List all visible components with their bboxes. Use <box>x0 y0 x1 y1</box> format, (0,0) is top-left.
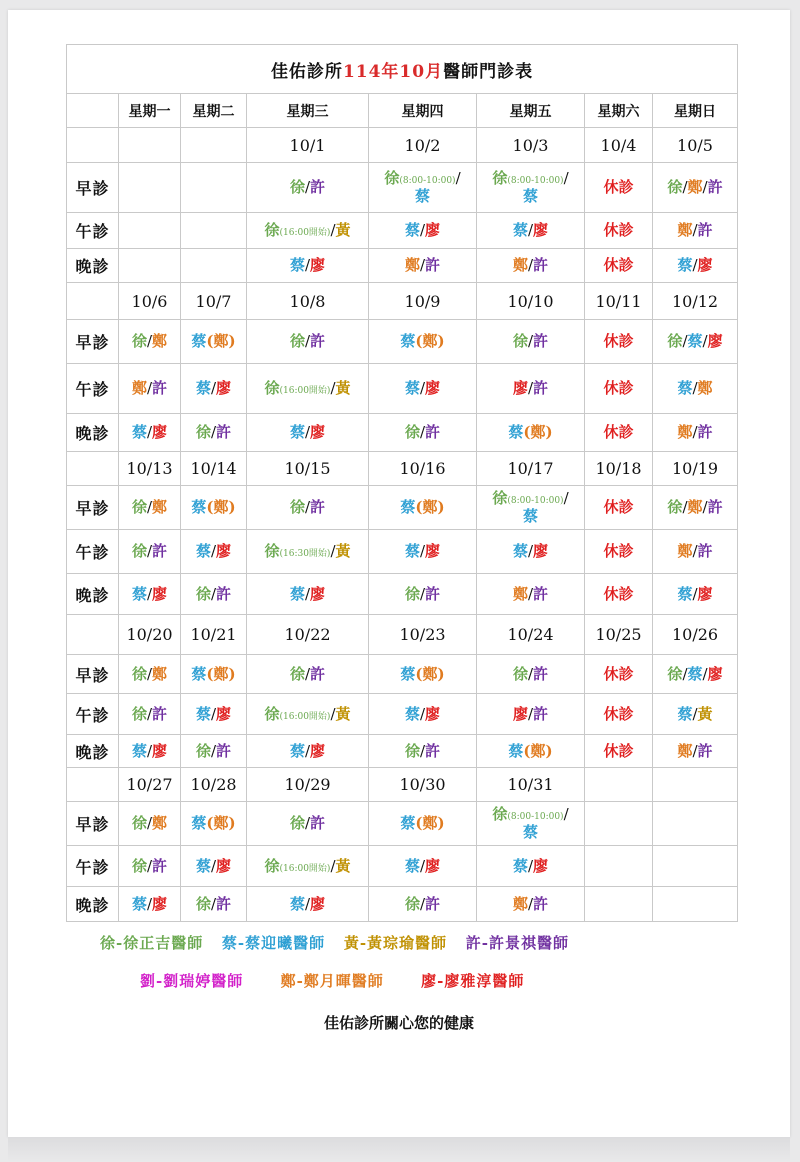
schedule-cell <box>369 213 477 249</box>
cell-content: 蔡/廖 <box>289 894 326 913</box>
slot-row <box>67 249 738 283</box>
schedule-cell <box>585 213 653 249</box>
cell-content: 鄭/許 <box>677 741 713 760</box>
cell-content: 徐(16:00開始)/黃 <box>264 379 351 398</box>
slot-row <box>67 530 738 574</box>
schedule-cell <box>181 574 247 615</box>
footer-message: 佳佑診所關心您的健康 <box>323 1014 474 1032</box>
schedule-cell <box>369 887 477 922</box>
legend-zheng: 鄭-鄭月暉醫師 <box>280 972 384 990</box>
cell-content: 徐(16:00開始)/黃 <box>264 856 351 875</box>
title-prefix: 佳佑診所 <box>270 61 343 82</box>
date-cell: 10/30 <box>369 768 477 802</box>
schedule-cell <box>181 530 247 574</box>
schedule-cell <box>247 694 369 735</box>
cell-content: 徐/許 <box>404 423 441 442</box>
slot-label: 晚診 <box>67 887 119 922</box>
date-cell: 10/3 <box>477 128 585 163</box>
schedule-cell <box>181 320 247 364</box>
schedule-title <box>67 45 738 94</box>
schedule-cell <box>653 213 738 249</box>
slot-label: 午診 <box>67 694 119 735</box>
cell-content: 廖/許 <box>512 704 549 723</box>
slot-row <box>67 735 738 768</box>
schedule-cell <box>369 530 477 574</box>
cell-content: 蔡/廖 <box>677 256 713 275</box>
cell-content: 徐/鄭/許 <box>667 178 723 197</box>
schedule-cell <box>119 655 181 694</box>
cell-content: 徐(8:00-10:00)/ 蔡 <box>384 169 461 205</box>
schedule-cell <box>181 694 247 735</box>
schedule-cell <box>477 213 585 249</box>
cell-content: 蔡/廖 <box>195 704 232 723</box>
cell-content: 蔡(鄭) <box>191 664 236 683</box>
schedule-cell <box>653 694 738 735</box>
date-cell: 10/6 <box>119 283 181 320</box>
schedule-cell <box>119 846 181 887</box>
schedule-cell <box>653 530 738 574</box>
schedule-cell <box>585 486 653 530</box>
weekday-header: 星期二 <box>181 94 247 128</box>
schedule-cell <box>247 414 369 452</box>
schedule-cell <box>585 574 653 615</box>
cell-content: 蔡/廖 <box>404 542 441 561</box>
cell-content: 徐(8:00-10:00)/ 蔡 <box>492 489 569 525</box>
cell-content: 蔡/廖 <box>404 379 441 398</box>
date-cell: 10/18 <box>585 452 653 486</box>
legend-row-1 <box>100 932 569 953</box>
schedule-cell <box>247 364 369 414</box>
schedule-cell <box>477 655 585 694</box>
cell-content: 休診 <box>603 221 634 240</box>
schedule-cell <box>247 655 369 694</box>
schedule-cell <box>369 694 477 735</box>
date-row-label <box>67 768 119 802</box>
cell-content: 蔡/廖 <box>404 856 441 875</box>
cell-content: 蔡/廖 <box>677 584 713 603</box>
schedule-cell <box>119 530 181 574</box>
cell-content: 徐/鄭/許 <box>667 498 723 517</box>
schedule-cell <box>247 802 369 846</box>
schedule-cell <box>369 735 477 768</box>
date-cell: 10/17 <box>477 452 585 486</box>
schedule-cell <box>477 486 585 530</box>
date-row <box>67 452 738 486</box>
schedule-cell <box>653 486 738 530</box>
cell-content: 休診 <box>603 178 634 197</box>
date-cell: 10/8 <box>247 283 369 320</box>
date-cell <box>181 128 247 163</box>
schedule-cell <box>247 249 369 283</box>
schedule-cell <box>585 802 653 846</box>
legend-cai: 蔡-蔡迎曦醫師 <box>221 934 326 952</box>
slot-label: 早診 <box>67 320 119 364</box>
cell-content: 徐(16:00開始)/黃 <box>264 704 351 723</box>
date-cell: 10/12 <box>653 283 738 320</box>
schedule-cell <box>181 249 247 283</box>
weekday-header: 星期日 <box>653 94 738 128</box>
weekday-header: 星期四 <box>369 94 477 128</box>
slot-label: 午診 <box>67 213 119 249</box>
cell-content: 蔡/廖 <box>512 221 549 240</box>
legend-liu: 劉-劉瑞婷醫師 <box>140 972 244 990</box>
cell-content: 鄭/許 <box>512 584 549 603</box>
schedule-cell <box>119 213 181 249</box>
cell-content: 鄭/許 <box>404 256 441 275</box>
schedule-cell <box>477 163 585 213</box>
cell-content: 蔡/廖 <box>512 542 549 561</box>
slot-row <box>67 846 738 887</box>
date-cell: 10/19 <box>653 452 738 486</box>
cell-content: 蔡/廖 <box>131 584 168 603</box>
cell-content: 蔡(鄭) <box>400 664 445 683</box>
cell-content: 休診 <box>603 256 634 275</box>
schedule-cell <box>653 364 738 414</box>
cell-content: 鄭/許 <box>677 221 713 240</box>
cell-content: 徐(16:30開始)/黃 <box>264 542 351 561</box>
cell-content: 鄭/許 <box>677 542 713 561</box>
cell-content: 蔡(鄭) <box>508 741 553 760</box>
date-row <box>67 768 738 802</box>
schedule-cell <box>181 802 247 846</box>
schedule-cell <box>585 364 653 414</box>
cell-content: 徐/許 <box>131 542 168 561</box>
date-cell: 10/31 <box>477 768 585 802</box>
schedule-cell <box>477 735 585 768</box>
cell-content: 徐/許 <box>195 423 232 442</box>
cell-content: 徐/許 <box>289 498 326 517</box>
schedule-cell <box>477 887 585 922</box>
cell-content: 徐/許 <box>131 704 168 723</box>
schedule-cell <box>369 486 477 530</box>
cell-content: 蔡/廖 <box>404 704 441 723</box>
cell-content: 徐(8:00-10:00)/ 蔡 <box>492 805 569 841</box>
schedule-cell <box>585 249 653 283</box>
schedule-cell <box>369 320 477 364</box>
schedule-cell <box>585 655 653 694</box>
slot-label: 晚診 <box>67 249 119 283</box>
schedule-cell <box>585 846 653 887</box>
date-cell: 10/27 <box>119 768 181 802</box>
cell-content: 鄭/許 <box>677 423 713 442</box>
cell-content: 休診 <box>603 741 634 760</box>
date-cell: 10/25 <box>585 615 653 655</box>
schedule-cell <box>181 414 247 452</box>
date-cell: 10/13 <box>119 452 181 486</box>
cell-content: 休診 <box>603 332 634 351</box>
corner-cell <box>67 94 119 128</box>
schedule-cell <box>369 802 477 846</box>
schedule-cell <box>369 655 477 694</box>
schedule-cell <box>477 694 585 735</box>
schedule-cell <box>653 655 738 694</box>
legend-liao: 廖-廖雅淳醫師 <box>421 972 525 990</box>
date-row-label <box>67 452 119 486</box>
date-cell: 10/5 <box>653 128 738 163</box>
cell-content: 徐/許 <box>289 178 326 197</box>
cell-content: 徐/鄭 <box>131 664 168 683</box>
schedule-cell <box>119 414 181 452</box>
slot-row <box>67 320 738 364</box>
cell-content: 徐/許 <box>404 894 441 913</box>
schedule-cell <box>119 574 181 615</box>
title-suffix: 醫師門診表 <box>443 61 534 82</box>
slot-label: 早診 <box>67 486 119 530</box>
cell-content: 徐/許 <box>512 332 549 351</box>
schedule-cell <box>247 213 369 249</box>
schedule-cell <box>247 574 369 615</box>
schedule-cell <box>119 364 181 414</box>
schedule-cell <box>247 735 369 768</box>
schedule-cell <box>653 574 738 615</box>
cell-content: 蔡/廖 <box>289 584 326 603</box>
schedule-cell <box>369 574 477 615</box>
date-cell: 10/15 <box>247 452 369 486</box>
slot-label: 晚診 <box>67 574 119 615</box>
date-cell: 10/29 <box>247 768 369 802</box>
schedule-cell <box>653 414 738 452</box>
date-cell <box>585 768 653 802</box>
date-cell <box>119 128 181 163</box>
cell-content: 廖/許 <box>512 379 549 398</box>
date-cell: 10/11 <box>585 283 653 320</box>
legend-huang: 黃-黃琮瑜醫師 <box>343 934 448 952</box>
schedule-cell <box>369 163 477 213</box>
schedule-cell <box>181 887 247 922</box>
schedule-cell <box>477 364 585 414</box>
schedule-cell <box>247 530 369 574</box>
cell-content: 徐/許 <box>195 584 232 603</box>
cell-content: 蔡(鄭) <box>400 498 445 517</box>
schedule-cell <box>477 846 585 887</box>
cell-content: 蔡(鄭) <box>191 332 236 351</box>
cell-content: 蔡/廖 <box>404 221 441 240</box>
date-cell: 10/9 <box>369 283 477 320</box>
date-cell: 10/1 <box>247 128 369 163</box>
schedule-cell <box>653 802 738 846</box>
cell-content: 休診 <box>603 423 634 442</box>
date-cell: 10/26 <box>653 615 738 655</box>
schedule-cell <box>369 249 477 283</box>
cell-content: 蔡/廖 <box>289 423 326 442</box>
schedule-cell <box>119 320 181 364</box>
slot-label: 午診 <box>67 364 119 414</box>
slot-row <box>67 655 738 694</box>
slot-row <box>67 802 738 846</box>
schedule-cell <box>119 163 181 213</box>
schedule-cell <box>181 364 247 414</box>
schedule-cell <box>181 735 247 768</box>
date-row <box>67 283 738 320</box>
schedule-cell <box>477 530 585 574</box>
schedule-cell <box>247 887 369 922</box>
schedule-cell <box>653 320 738 364</box>
slot-row <box>67 414 738 452</box>
date-row <box>67 128 738 163</box>
cell-content: 蔡/廖 <box>131 423 168 442</box>
cell-content: 徐/許 <box>512 664 549 683</box>
cell-content: 徐/許 <box>289 332 326 351</box>
schedule-cell <box>585 530 653 574</box>
cell-content: 徐(8:00-10:00)/ 蔡 <box>492 169 569 205</box>
cell-content: 蔡/廖 <box>195 542 232 561</box>
legend-xu: 徐-徐正吉醫師 <box>100 934 204 952</box>
schedule-cell <box>181 846 247 887</box>
schedule-cell <box>369 364 477 414</box>
cell-content: 休診 <box>603 498 634 517</box>
slot-label: 早診 <box>67 163 119 213</box>
date-row-label <box>67 283 119 320</box>
cell-content: 蔡(鄭) <box>191 814 236 833</box>
schedule-cell <box>369 846 477 887</box>
cell-content: 徐/許 <box>404 584 441 603</box>
date-cell: 10/2 <box>369 128 477 163</box>
cell-content: 徐/許 <box>195 741 232 760</box>
schedule-cell <box>585 414 653 452</box>
schedule-cell <box>181 655 247 694</box>
date-row-label <box>67 128 119 163</box>
schedule-cell <box>119 735 181 768</box>
schedule-cell <box>653 735 738 768</box>
clinic-schedule-table <box>66 44 738 922</box>
slot-label: 早診 <box>67 802 119 846</box>
date-row <box>67 615 738 655</box>
schedule-cell <box>247 486 369 530</box>
slot-label: 晚診 <box>67 414 119 452</box>
schedule-cell <box>585 735 653 768</box>
date-cell: 10/24 <box>477 615 585 655</box>
schedule-cell <box>477 249 585 283</box>
cell-content: 徐/許 <box>131 856 168 875</box>
cell-content: 蔡/廖 <box>131 741 168 760</box>
slot-row <box>67 213 738 249</box>
slot-row <box>67 163 738 213</box>
cell-content: 徐(16:00開始)/黃 <box>264 221 351 240</box>
cell-content: 休診 <box>603 664 634 683</box>
slot-row <box>67 574 738 615</box>
cell-content: 鄭/許 <box>131 379 168 398</box>
cell-content: 蔡/廖 <box>131 894 168 913</box>
slot-label: 早診 <box>67 655 119 694</box>
cell-content: 蔡/鄭 <box>677 379 713 398</box>
date-cell: 10/22 <box>247 615 369 655</box>
cell-content: 休診 <box>603 704 634 723</box>
cell-content: 鄭/許 <box>512 894 549 913</box>
schedule-cell <box>585 887 653 922</box>
date-cell: 10/10 <box>477 283 585 320</box>
schedule-cell <box>585 320 653 364</box>
cell-content: 蔡/廖 <box>512 856 549 875</box>
schedule-cell <box>369 414 477 452</box>
cell-content: 休診 <box>603 584 634 603</box>
cell-content: 徐/許 <box>289 664 326 683</box>
weekday-header: 星期六 <box>585 94 653 128</box>
schedule-cell <box>247 846 369 887</box>
slot-label: 晚診 <box>67 735 119 768</box>
date-row-label <box>67 615 119 655</box>
date-cell: 10/23 <box>369 615 477 655</box>
schedule-cell <box>119 802 181 846</box>
date-cell <box>653 768 738 802</box>
date-cell: 10/20 <box>119 615 181 655</box>
legend-xu2: 許-許景祺醫師 <box>465 934 569 952</box>
slot-row <box>67 486 738 530</box>
schedule-cell <box>477 574 585 615</box>
cell-content: 徐/許 <box>404 741 441 760</box>
date-cell: 10/16 <box>369 452 477 486</box>
schedule-cell <box>585 163 653 213</box>
cell-content: 徐/許 <box>289 814 326 833</box>
schedule-cell <box>119 486 181 530</box>
cell-content: 蔡/廖 <box>195 856 232 875</box>
slot-label: 午診 <box>67 846 119 887</box>
schedule-cell <box>653 846 738 887</box>
slot-row <box>67 694 738 735</box>
cell-content: 蔡/廖 <box>195 379 232 398</box>
weekday-header: 星期三 <box>247 94 369 128</box>
slot-row <box>67 887 738 922</box>
date-cell: 10/28 <box>181 768 247 802</box>
cell-content: 蔡(鄭) <box>191 498 236 517</box>
page-edge <box>8 1137 790 1162</box>
date-cell: 10/14 <box>181 452 247 486</box>
schedule-cell <box>477 802 585 846</box>
schedule-cell <box>247 320 369 364</box>
schedule-cell <box>653 887 738 922</box>
cell-content: 蔡/廖 <box>289 741 326 760</box>
cell-content: 鄭/許 <box>512 256 549 275</box>
weekday-header-row <box>67 94 738 128</box>
schedule-sheet <box>8 10 790 1137</box>
cell-content: 徐/蔡/廖 <box>667 664 723 683</box>
cell-content: 徐/鄭 <box>131 498 168 517</box>
schedule-cell <box>119 249 181 283</box>
cell-content: 徐/蔡/廖 <box>667 332 723 351</box>
schedule-cell <box>119 694 181 735</box>
schedule-cell <box>477 320 585 364</box>
title-month: 114年10月 <box>342 61 444 82</box>
cell-content: 蔡/黃 <box>677 704 713 723</box>
date-cell: 10/21 <box>181 615 247 655</box>
cell-content: 徐/許 <box>195 894 232 913</box>
cell-content: 休診 <box>603 379 634 398</box>
schedule-cell <box>181 213 247 249</box>
date-cell: 10/4 <box>585 128 653 163</box>
slot-row <box>67 364 738 414</box>
slot-label: 午診 <box>67 530 119 574</box>
cell-content: 休診 <box>603 542 634 561</box>
schedule-cell <box>653 163 738 213</box>
weekday-header: 星期一 <box>119 94 181 128</box>
legend-row-2 <box>140 970 524 991</box>
cell-content: 徐/鄭 <box>131 332 168 351</box>
date-cell: 10/7 <box>181 283 247 320</box>
schedule-cell <box>181 486 247 530</box>
schedule-cell <box>585 694 653 735</box>
cell-content: 蔡(鄭) <box>400 332 445 351</box>
schedule-cell <box>181 163 247 213</box>
cell-content: 蔡/廖 <box>289 256 326 275</box>
cell-content: 徐/鄭 <box>131 814 168 833</box>
weekday-header: 星期五 <box>477 94 585 128</box>
cell-content: 蔡(鄭) <box>400 814 445 833</box>
schedule-cell <box>653 249 738 283</box>
schedule-cell <box>477 414 585 452</box>
schedule-cell <box>247 163 369 213</box>
cell-content: 蔡(鄭) <box>508 423 553 442</box>
schedule-cell <box>119 887 181 922</box>
